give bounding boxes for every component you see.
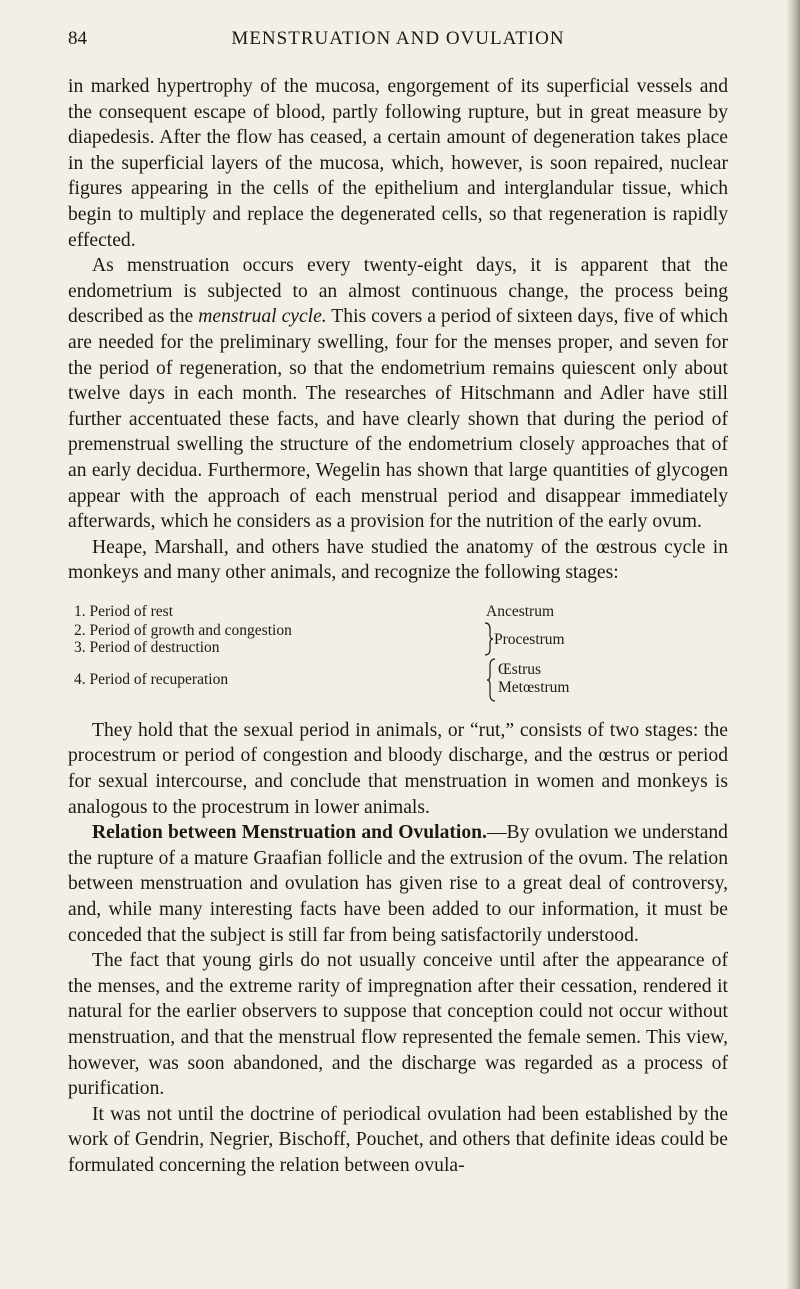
right-brace-icon bbox=[484, 622, 494, 656]
paragraph-continuation: in marked hypertrophy of the mucosa, engorgement of its superficial vessels and the consequent escape of blood, partly following rupture, but in great measure by diapedesis. After the flow has ceased, a certain amount of degeneration takes place in the superficial layers of the mucosa, which, however, is soon repaired, nuclear figures appearing in the cells of the epithelium and interglandular tissue, which begin to multiply and replace the degenerated cells, so that regeneration is rapidly effected. bbox=[68, 76, 728, 251]
paragraph-menstrual-cycle bbox=[68, 253, 728, 535]
page-header bbox=[68, 28, 728, 54]
paragraph-periodical-ovulation: It was not until the doctrine of periodical ovulation had been established by the work of Gendrin, Negrier, Bischoff, Pouchet, and others that definite ideas could be formulated concerning the relation between ovula- bbox=[68, 1103, 728, 1176]
paragraph-text: As menstruation occurs every twenty-eight days, it is apparent that the endometrium is subjected to an almost continuous change, the process being described as the bbox=[68, 255, 728, 328]
running-head: MENSTRUATION AND OVULATION bbox=[231, 28, 565, 49]
stages-table bbox=[68, 598, 728, 708]
stage-item: 3. Period of destruction bbox=[74, 638, 220, 656]
paragraph-young-girls: The fact that young girls do not usually conceive until after the appearance of the menses, and the extreme rarity of impregnation after their cessation, rendered it natural for the earlier observers to suppose that conception could not occur without menstruation, and that the menstrual flow represented the female semen. This view, however, was soon abandoned, and the discharge was regarded as a process of purification. bbox=[68, 950, 728, 1100]
phase-label: Metœstrum bbox=[498, 678, 570, 696]
paragraph-text: —By ovulation we understand the rupture of a mature Graafian follicle and the extrusion of the ovum. The relation between menstruation and ovulation has given rise to a great deal of controversy, and, while many interesting facts have been added to our information, it must be conceded that the subject is still far from being satisfactorily understood. bbox=[68, 822, 728, 946]
book-page bbox=[68, 28, 728, 1179]
paragraph-oestrous-cycle: Heape, Marshall, and others have studied the anatomy of the œstrous cycle in monkeys and many other animals, and recognize the following stages: bbox=[68, 536, 728, 584]
paragraph-text: This covers a period of sixteen days, five of which are needed for the preliminary swelling, four for the menses proper, and seven for the period of regeneration, so that the endometrium remains quiescent only about twelve days in each month. The researches of Hitschmann and Adler have still further accentuated these facts, and have clearly shown that during the period of premenstrual swelling the structure of the endometrium closely approaches that of an early decidua. Furthermore, Wegelin has shown that large quantities of glycogen appear with the approach of each menstrual period and disappear immediately afterwards, which he considers as a provision for the nutrition of the early ovum. bbox=[68, 306, 728, 533]
phase-label: Œstrus bbox=[498, 660, 542, 678]
phase-label: Procestrum bbox=[494, 630, 565, 648]
stage-item: 4. Period of recuperation bbox=[74, 670, 229, 688]
page-number: 84 bbox=[68, 28, 87, 49]
italic-term: menstrual cycle. bbox=[198, 306, 327, 328]
paragraph-relation bbox=[68, 820, 728, 948]
stage-item: 2. Period of growth and congestion bbox=[74, 621, 292, 639]
section-heading: Relation between Menstruation and Ovulation. bbox=[92, 822, 487, 844]
stage-item: 1. Period of rest bbox=[74, 602, 174, 620]
left-brace-icon bbox=[486, 658, 496, 702]
page-edge-shadow bbox=[786, 0, 800, 1289]
paragraph-rut: They hold that the sexual period in animals, or “rut,” consists of two stages: the procestrum or period of congestion and bloody discharge, and the œstrus or period for sexual intercourse, and conclude that menstruation in women and monkeys is analogous to the procestrum in lower animals. bbox=[68, 719, 728, 818]
phase-label: Ancestrum bbox=[486, 602, 555, 620]
